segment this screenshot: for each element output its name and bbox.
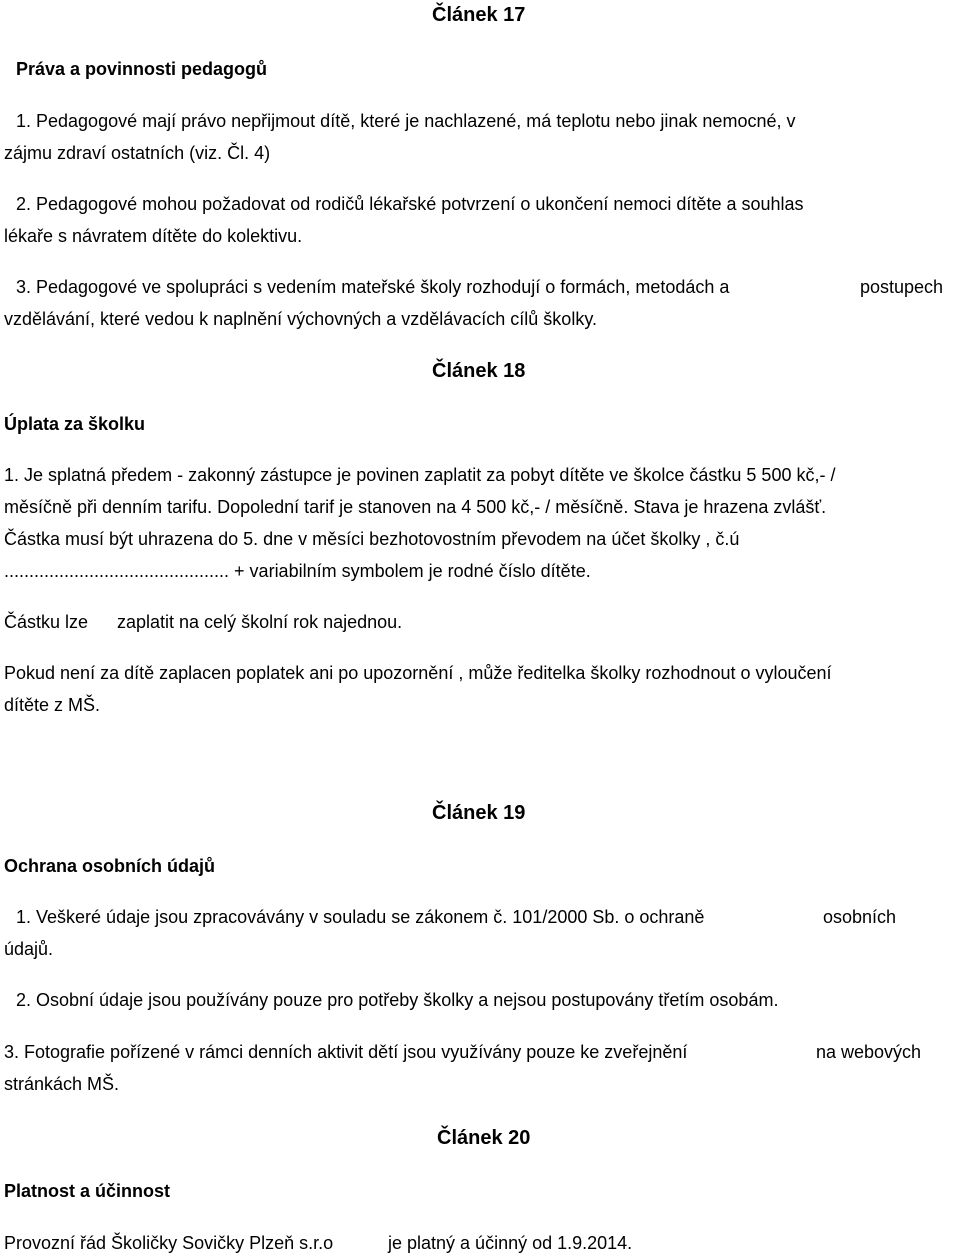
article-20-heading: Článek 20 — [437, 1127, 531, 1149]
article-19-line-5: 3. Fotografie pořízené v rámci denních aktivit dětí jsou využívány pouze ke zveřejnění — [4, 1042, 688, 1062]
article-19-line-7: stránkách MŠ. — [4, 1074, 120, 1094]
article-17-line-2: zájmu zdraví ostatních (viz. Čl. 4) — [4, 143, 271, 163]
article-17-line-7: vzdělávání, které vedou k naplnění výchovných a vzdělávacích cílů školky. — [4, 309, 597, 329]
article-18-line-7: Pokud není za dítě zaplacen poplatek ani po upozornění , může ředitelka školky rozhodnout o vyloučení — [4, 663, 832, 683]
article-18-line-5: Částku lze — [4, 612, 89, 632]
article-20-title: Platnost a účinnost — [4, 1181, 171, 1201]
article-20-line-1: Provozní řád Školičky Sovičky Plzeň s.r.o — [4, 1233, 334, 1253]
article-17-heading: Článek 17 — [432, 4, 526, 26]
article-18-line-3: Částka musí být uhrazena do 5. dne v měsíci bezhotovostním převodem na účet školky , č.ú — [4, 529, 740, 549]
article-18-title: Úplata za školku — [4, 414, 146, 434]
article-19-title: Ochrana osobních údajů — [4, 856, 216, 876]
article-18-line-6: zaplatit na celý školní rok najednou. — [117, 612, 403, 632]
article-18-heading: Článek 18 — [432, 360, 526, 382]
article-17-line-5: 3. Pedagogové ve spolupráci s vedením mateřské školy rozhodují o formách, metodách a — [16, 277, 730, 297]
article-17-title: Práva a povinnosti pedagogů — [16, 59, 268, 79]
article-18-line-4: ............................................. + variabilním symbolem je rodné číslo dítěte. — [4, 561, 591, 581]
article-17-line-6: postupech — [860, 277, 944, 297]
article-20-line-2: je platný a účinný od 1.9.2014. — [388, 1233, 633, 1253]
article-18-line-1: 1. Je splatná předem - zakonný zástupce je povinen zaplatit za pobyt dítěte ve školce částku 5 500 kč,- / — [4, 465, 836, 485]
article-19-line-2: osobních — [823, 907, 897, 927]
article-19-heading: Článek 19 — [432, 802, 526, 824]
article-17-line-3: 2. Pedagogové mohou požadovat od rodičů lékařské potvrzení o ukončení nemoci dítěte a souhlas — [16, 194, 804, 214]
article-17-line-1: 1. Pedagogové mají právo nepřijmout dítě, které je nachlazené, má teplotu nebo jinak nemocné, v — [16, 111, 796, 131]
article-19-line-1: 1. Veškeré údaje jsou zpracovávány v souladu se zákonem č. 101/2000 Sb. o ochraně — [16, 907, 705, 927]
article-19-line-3: údajů. — [4, 939, 54, 959]
article-19-line-6: na webových — [816, 1042, 922, 1062]
article-18-line-8: dítěte z MŠ. — [4, 695, 101, 715]
article-19-line-4: 2. Osobní údaje jsou používány pouze pro potřeby školky a nejsou postupovány třetím osobám. — [16, 990, 779, 1010]
article-18-line-2: měsíčně při denním tarifu. Dopolední tarif je stanoven na 4 500 kč,- / měsíčně. Stava je hrazena zvlášť. — [4, 497, 827, 517]
article-17-line-4: lékaře s návratem dítěte do kolektivu. — [4, 226, 303, 246]
